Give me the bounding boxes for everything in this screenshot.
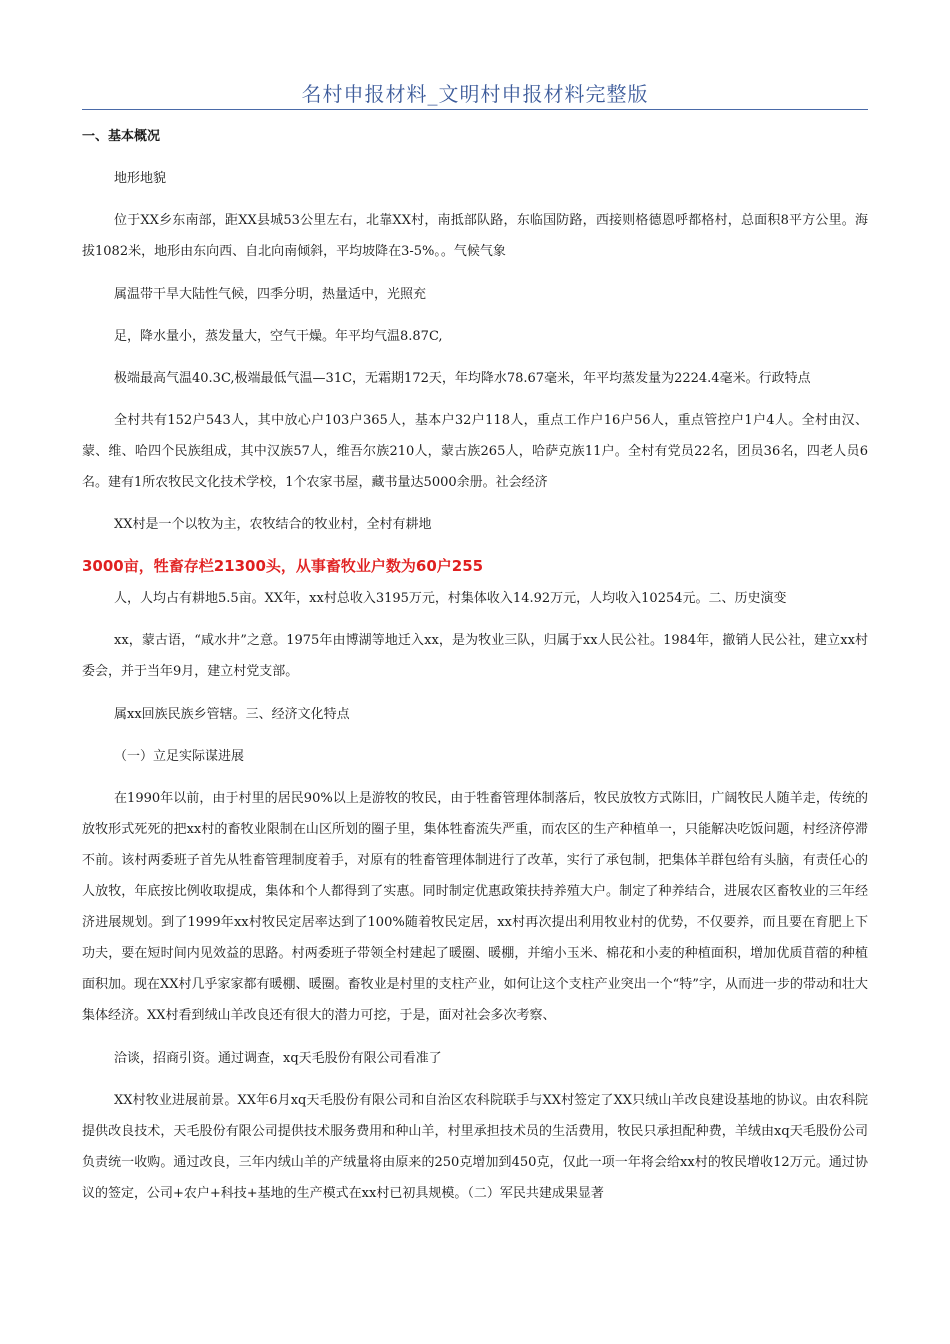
paragraph-climate-2: 足，降水量小，蒸发量大，空气干燥。年平均气温8.87C,: [114, 329, 443, 344]
paragraph-reform: 在1990年以前，由于村里的居民90%以上是游牧的牧民，由于牲畜管理体制落后，牧民放牧方式陈旧，广阔牧民人随羊走，传统的放牧形式死死的把xx村的畜牧业限制在山区所划的圈子里，集体牲畜流失严重，而农区的生产种植单一，只能解决吃饭问题，村经济停滞不前。该村两委班子首先从牲畜管理制度着手，对原有的牲畜管理体制进行了改革，实行了承包制，把集体羊群包给有头脑，有责任心的人放牧，年底按比例收取提成，集体和个人都得到了实惠。同时制定优惠政策扶持养殖大户。制定了种养结合，进展农区畜牧业的三年经济进展规划。到了1999年xx村牧民定居率达到了100%随着牧民定居，xx村再次提出利用牧业村的优势，不仅要养，而且要在育肥上下功夫，要在短时间内见效益的思路。村两委班子带领全村建起了暖圈、暖棚，并缩小玉米、棉花和小麦的种植面积，增加优质苜蓿的种植面积加。现在XX村几乎家家都有暖棚、暖圈。畜牧业是村里的支柱产业，如何让这个支柱产业突出一个“特”字，从而进一步的带动和壮大集体经济。XX村看到绒山羊改良还有很大的潜力可挖，于是，面对社会多次考察、: [82, 791, 868, 1023]
subheading-terrain: 地形地貌: [114, 171, 167, 186]
paragraph-jurisdiction: 属xx回族民族乡管辖。三、经济文化特点: [114, 707, 350, 722]
title-divider: [82, 109, 868, 110]
paragraph-climate-1: 属温带干旱大陆性气候，四季分明，热量适中，光照充: [114, 287, 427, 302]
paragraph-location: 位于XX乡东南部，距XX县城53公里左右，北靠XX村，南抵部队路，东临国防路，西接则格德恩呼都格村，总面积8平方公里。海拔1082米，地形由东向西、自北向南倾斜，平均坡降在3-5%。。气候气象: [82, 213, 868, 259]
paragraph-climate-3: 极端最高气温40.3C,极端最低气温—31C，无霜期172天，年均降水78.67毫米，年平均蒸发量为2224.4毫米。行政特点: [114, 371, 811, 386]
paragraph-economy-intro: XX村是一个以牧为主，农牧结合的牧业村，全村有耕地: [114, 517, 432, 532]
paragraph-investment: 洽谈，招商引资。通过调查，xq天毛股份有限公司看准了: [114, 1051, 442, 1066]
document-title: 名村申报材料_文明村申报材料完整版: [301, 82, 649, 106]
subheading-development: （一）立足实际谋进展: [114, 749, 245, 764]
paragraph-history: xx，蒙古语，“咸水井”之意。1975年由博湖等地迁入xx，是为牧业三队，归属于xx人民公社。1984年，撤销人民公社，建立xx村委会，并于当年9月，建立村党支部。: [82, 633, 868, 679]
paragraph-population: 全村共有152户543人，其中放心户103户365人，基本户32户118人，重点工作户16户56人，重点管控户1户4人。全村由汉、蒙、维、哈四个民族组成，其中汉族57人，维吾尔族210人，蒙古族265人，哈萨克族11户。全村有党员22名，团员36名，四老人员6名。建有1所农牧民文化技术学校，1个农家书屋，藏书量达5000余册。社会经济: [82, 413, 868, 490]
paragraph-income: 人，人均占有耕地5.5亩。XX年，xx村总收入3195万元，村集体收入14.92万元，人均收入10254元。二、历史演变: [114, 591, 787, 606]
highlighted-livestock-stats: 3000亩，牲畜存栏21300头，从事畜牧业户数为60户255: [82, 557, 484, 575]
section-heading-basic-overview: 一、基本概况: [82, 129, 161, 144]
paragraph-cashmere-goat: XX村牧业进展前景。XX年6月xq天毛股份有限公司和自治区农科院联手与XX村签定了XX只绒山羊改良建设基地的协议。由农科院提供改良技术，天毛股份有限公司提供技术服务费用和种山羊，村里承担技术员的生活费用，牧民只承担配种费，羊绒由xq天毛股份公司负责统一收购。通过改良，三年内绒山羊的产绒量将由原来的250克增加到450克，仅此一项一年将会给xx村的牧民增收12万元。通过协议的签定，公司+农户+科技+基地的生产模式在xx村已初具规模。（二）军民共建成果显著: [82, 1093, 868, 1201]
